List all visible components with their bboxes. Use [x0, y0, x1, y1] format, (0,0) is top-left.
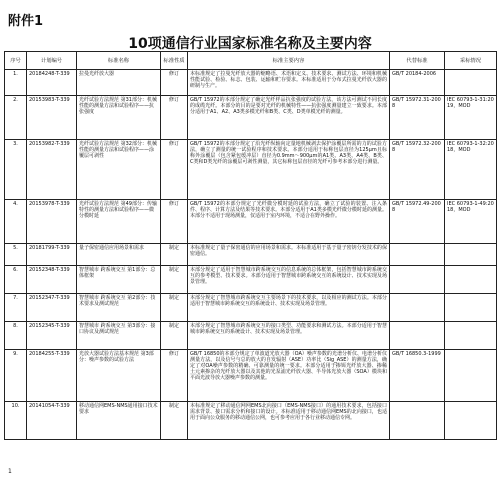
- table-row: [5, 294, 497, 322]
- standard-nature: 制定: [161, 266, 188, 294]
- row-number: 8.: [5, 322, 27, 350]
- header-adoption: 采标情况: [445, 52, 497, 70]
- plan-number: 20181799-T-339: [27, 244, 77, 266]
- replaced-standard: [390, 402, 445, 440]
- standard-name: 光纤试验方法规范 第49部分：传输特性的测量方法和试验程序——微分模时延: [77, 200, 161, 244]
- plan-number: 20153983-T-339: [27, 96, 77, 140]
- standard-name: 智慧城市 跨系统交互 第1部分：总体框架: [77, 266, 161, 294]
- standard-nature: 修订: [161, 350, 188, 402]
- plan-number: 20152347-T-339: [27, 294, 77, 322]
- table-row: [5, 350, 497, 402]
- header-standard-nature: 标准性质: [161, 52, 188, 70]
- table-row: [5, 244, 497, 266]
- standard-nature: 修订: [161, 96, 188, 140]
- adoption-status: IEC 60793-1-31:2019，MOD: [445, 96, 497, 140]
- standard-nature: 修订: [161, 70, 188, 96]
- attachment-label: 附件1: [8, 14, 44, 29]
- table-row: [5, 200, 497, 244]
- main-content: 本部分规定了智慧城市跨系统交互主要场景下的技术要求，以及相应的测试方法。本部分适用于智慧城市跨系统交互的系统设计、技术实现及场景管理。: [188, 294, 390, 322]
- plan-number: 20152345-T-339: [27, 322, 77, 350]
- header-plan-number: 计划编号: [27, 52, 77, 70]
- header-standard-name: 标准名称: [77, 52, 161, 70]
- page-number: 1: [8, 468, 12, 475]
- plan-number: 20152348-T-339: [27, 266, 77, 294]
- replaced-standard: [390, 322, 445, 350]
- main-content: GB/T 15972的本部分规定了光纤微分模时延的试验方法，确立了试验的装置、注入条件、程序、计算方法及结果等技术要求。本部分适用于A1类多模光纤微分模时延的测量。本部分不适用于现场测量，仅适用于室内环境，不适合在野外操作。: [188, 200, 390, 244]
- row-number: 2.: [5, 96, 27, 140]
- adoption-status: IEC 60793-1-32:2018，MOD: [445, 140, 497, 200]
- replaced-standard: [390, 244, 445, 266]
- standard-name: 光纤试验方法规范 第31部分：机械性能的测量方法和试验程序——抗张强度: [77, 96, 161, 140]
- standard-nature: 制定: [161, 322, 188, 350]
- standard-nature: 制定: [161, 402, 188, 440]
- table-header-row: [5, 52, 497, 70]
- row-number: 4.: [5, 200, 27, 244]
- plan-number: 20184255-T-339: [27, 350, 77, 402]
- main-content: 本标准规定了移动通信网网EMS北向接口（EMS-NMS接口）的通用技术要求，包括接口需求背景、接口需求分析和接口的设计。本标准适用于移动通信网EMS的北向接口，也适用于面向公众服务的移动通信公网，也可参考应用于各行业移动通信专网。: [188, 402, 390, 440]
- standard-nature: 修订: [161, 200, 188, 244]
- plan-number: 20153978-T-339: [27, 200, 77, 244]
- row-number: 9.: [5, 350, 27, 402]
- main-content: 本标准规定了量子保密通信的应用场景和需求。本标准适用于基于量子密钥分发技术的保密通信。: [188, 244, 390, 266]
- standard-name: 智慧城市 跨系统交互 第2部分：技术要求及测试规范: [77, 294, 161, 322]
- standards-table: [4, 51, 497, 440]
- header-no: 序号: [5, 52, 27, 70]
- replaced-standard: GB/T 20184-2006: [390, 70, 445, 96]
- replaced-standard: GB/T 15972.31-2008: [390, 96, 445, 140]
- header-main-content: 标准主要内容: [188, 52, 390, 70]
- standard-name: 量子保密通信应用场景和需求: [77, 244, 161, 266]
- row-number: 7.: [5, 294, 27, 322]
- adoption-status: IEC 60793-1-49:2018，MOD: [445, 200, 497, 244]
- standard-name: 光放大器试验方法基本规范 第3部分：噪声参数的试验方法: [77, 350, 161, 402]
- standard-name: 智慧城市 跨系统交互 第3部分：接口协议及测试规范: [77, 322, 161, 350]
- main-content: GB/T 16850的本部分规定了单波道光放大器（OA）噪声参数的光谱分析仪、电谱分析仪测量方法，以及信号与总的放大的自发辐射（ASE）功率比（Sig_ASE）的测量方法，确定了对OA噪声参数的精确、可靠测量的统一要求。本部分适用于掺铒光纤放大器、掺稀土元素掺杂的光纤放大器以及其他的光泵浦光纤放大器、半导体光放大器（SOA）模块和平面光波导放大器噪声参数的测量。: [188, 350, 390, 402]
- main-content: 本部分规定了智慧城市跨系统交互的接口类型、功能要求和测试方法。本部分适用于智慧城市跨系统交互的系统设计、技术实现及场景管理。: [188, 322, 390, 350]
- row-number: 10.: [5, 402, 27, 440]
- standard-nature: 制定: [161, 294, 188, 322]
- standard-name: 移动通信网EMS-NMS通用接口技术要求: [77, 402, 161, 440]
- standard-nature: 制定: [161, 244, 188, 266]
- main-content: GB/T 15972的本部分规定了沿光纤纵轴向定量地机械剥去保护涂覆层所需的力的试验方法，确立了测量的统一试验程序和技术要求。本部分适用于标称包层直径为125μm且标称外涂覆层（包含紧包缓冲层）直径为0.9mm～900μm的A1类、A3类、A4类、B类、C类和D类光纤的涂覆层可剥性测量，其它标称包层直径的光纤可参考本部分进行测量。: [188, 140, 390, 200]
- row-number: 5.: [5, 244, 27, 266]
- replaced-standard: GB/T 15972.32-2008: [390, 140, 445, 200]
- main-content: GB/T 15972的本部分规定了确定光纤样品抗张强度的试验方法，该方法可测试不同长度的成缆光纤。本部分的目的是要对光纤的机械特性——抗张强度测量建立一致要求。本部分适用于A1、A2、A3类多模光纤和B类、C类、D类单模光纤的测量。: [188, 96, 390, 140]
- main-content: 本部分规定了适用于智慧城市跨系统交互的信息系统的总体框架，包括智慧城市跨系统交互的参考模型、技术要求。本部分适用于智慧城市跨系统交互的系统设计、技术实现及场景管理。: [188, 266, 390, 294]
- table-row: [5, 96, 497, 140]
- standard-name: 拉曼光纤放大器: [77, 70, 161, 96]
- table-row: [5, 140, 497, 200]
- main-content: 本标准规定了拉曼光纤放大器的缩略语、术语和定义、技术要求、测试方法、环境和机械性能试验、检验、标志、包装、运输和贮存要求。本标准适用于分布式拉曼光纤放大器的研制与生产。: [188, 70, 390, 96]
- row-number: 6.: [5, 266, 27, 294]
- row-number: 3.: [5, 140, 27, 200]
- table-row: [5, 322, 497, 350]
- document-title: 10项通信行业国家标准名称及主要内容: [128, 36, 372, 52]
- row-number: 1.: [5, 70, 27, 96]
- adoption-status: [445, 266, 497, 294]
- standard-name: 光纤试验方法规范 第32部分：机械性能的测量方法和试验程序——涂覆层可剥性: [77, 140, 161, 200]
- plan-number: 20141054-T-339: [27, 402, 77, 440]
- adoption-status: [445, 244, 497, 266]
- standard-nature: 修订: [161, 140, 188, 200]
- replaced-standard: GB/T 15972.49-2008: [390, 200, 445, 244]
- adoption-status: [445, 294, 497, 322]
- table-row: [5, 70, 497, 96]
- table-row: [5, 266, 497, 294]
- adoption-status: [445, 322, 497, 350]
- adoption-status: [445, 402, 497, 440]
- replaced-standard: [390, 266, 445, 294]
- replaced-standard: [390, 294, 445, 322]
- plan-number: 20184248-T-339: [27, 70, 77, 96]
- replaced-standard: GB/T 16850.3-1999: [390, 350, 445, 402]
- table-body: [5, 70, 497, 440]
- header-replaced-standard: 代替标准: [390, 52, 445, 70]
- adoption-status: [445, 350, 497, 402]
- adoption-status: [445, 70, 497, 96]
- plan-number: 20153982-T-339: [27, 140, 77, 200]
- table-row: [5, 402, 497, 440]
